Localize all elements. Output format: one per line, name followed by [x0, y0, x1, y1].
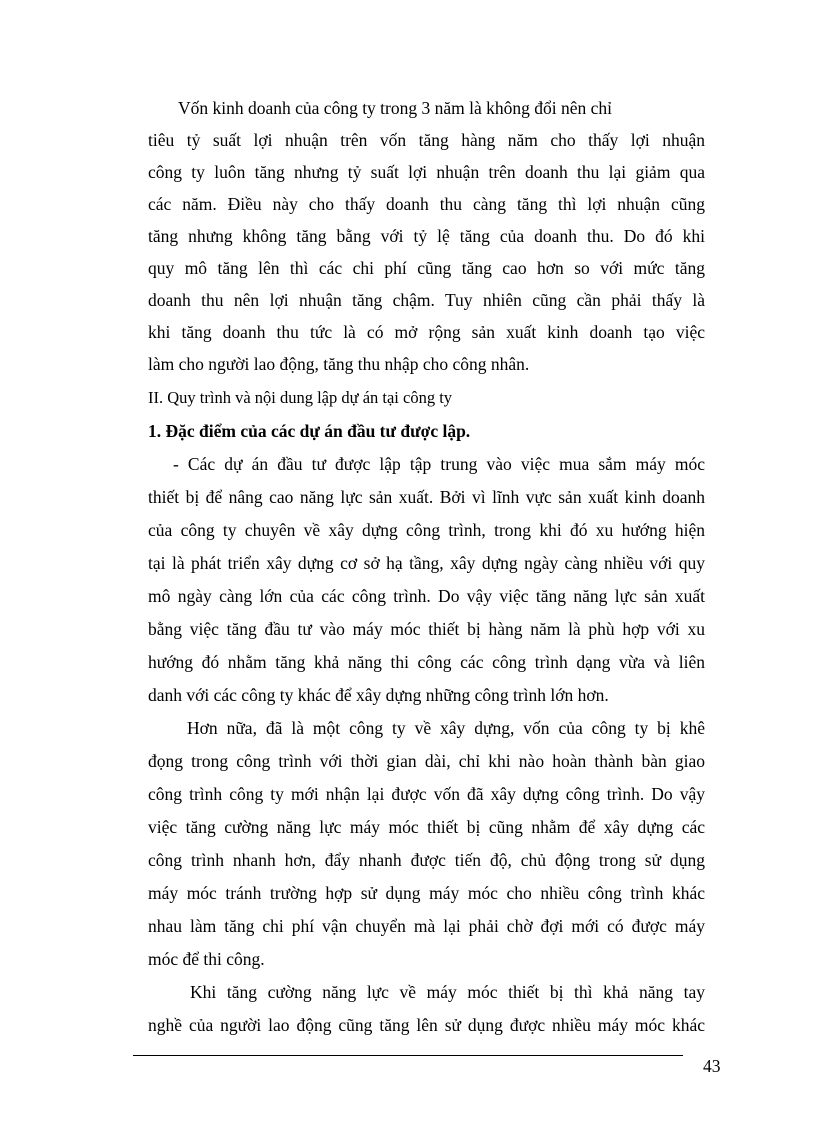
- paragraph-line: doanh thu nên lợi nhuận tăng chậm. Tuy nhiên cũng cần phải thấy là: [148, 290, 705, 310]
- footer-rule: [133, 1055, 683, 1056]
- paragraph-line: đọng trong công trình với thời gian dài, chỉ khi nào hoàn thành bàn giao: [148, 751, 705, 771]
- paragraph-line: các năm. Điều này cho thấy doanh thu càng tăng thì lợi nhuận cũng: [148, 194, 705, 214]
- paragraph-line: tiêu tỷ suất lợi nhuận trên vốn tăng hàng năm cho thấy lợi nhuận: [148, 130, 705, 150]
- paragraph-line: nghề của người lao động cũng tăng lên sử dụng được nhiều máy móc khác: [148, 1015, 705, 1035]
- paragraph-line: Hơn nữa, đã là một công ty về xây dựng, vốn của công ty bị khê: [187, 718, 705, 738]
- paragraph-line: làm cho người lao động, tăng thu nhập cho công nhân.: [148, 354, 530, 374]
- paragraph-line: móc để thi công.: [148, 949, 265, 969]
- paragraph-line: - Các dự án đầu tư được lập tập trung vào việc mua sắm máy móc: [173, 454, 705, 474]
- paragraph-line: Khi tăng cường năng lực về máy móc thiết bị thì khả năng tay: [190, 982, 705, 1002]
- paragraph-line: của công ty chuyên về xây dựng công trình, trong khi đó xu hướng hiện: [148, 520, 705, 540]
- paragraph-line: Vốn kinh doanh của công ty trong 3 năm là không đổi nên chỉ: [178, 98, 613, 118]
- paragraph-line: mô ngày càng lớn của các công trình. Do vậy việc tăng năng lực sản xuất: [148, 586, 705, 606]
- paragraph-line: công ty luôn tăng nhưng tỷ suất lợi nhuận trên doanh thu lại giảm qua: [148, 162, 705, 182]
- section-heading: II. Quy trình và nội dung lập dự án tại công ty: [148, 388, 453, 407]
- paragraph-line: công trình công ty mới nhận lại được vốn đã xây dựng công trình. Do vậy: [148, 784, 705, 804]
- paragraph-line: thiết bị để nâng cao năng lực sản xuất. Bởi vì lĩnh vực sản xuất kinh doanh: [148, 487, 705, 507]
- paragraph-line: quy mô tăng lên thì các chi phí cũng tăng cao hơn so với mức tăng: [148, 258, 705, 278]
- page-number: 43: [703, 1056, 721, 1076]
- paragraph-line: hướng đó nhằm tăng khả năng thi công các công trình dạng vừa và liên: [148, 652, 705, 672]
- paragraph-line: nhau làm tăng chi phí vận chuyển mà lại phải chờ đợi mới có được máy: [148, 916, 705, 936]
- paragraph-line: danh với các công ty khác để xây dựng những công trình lớn hơn.: [148, 685, 609, 705]
- paragraph-line: tăng nhưng không tăng bằng với tỷ lệ tăng của doanh thu. Do đó khi: [148, 226, 705, 246]
- paragraph-line: khi tăng doanh thu tức là có mở rộng sản xuất kinh doanh tạo việc: [148, 322, 705, 342]
- paragraph-line: việc tăng cường năng lực máy móc thiết bị cũng nhằm để xây dựng các: [148, 817, 705, 837]
- paragraph-line: công trình nhanh hơn, đẩy nhanh được tiến độ, chủ động trong sử dụng: [148, 850, 705, 870]
- paragraph-line: máy móc tránh trường hợp sử dụng máy móc cho nhiều công trình khác: [148, 883, 705, 903]
- paragraph-line: tại là phát triển xây dựng cơ sở hạ tầng, xây dựng ngày càng nhiều với quy: [148, 553, 705, 573]
- subsection-heading: 1. Đặc điểm của các dự án đầu tư được lập.: [148, 421, 471, 441]
- paragraph-line: bằng việc tăng đầu tư vào máy móc thiết bị hàng năm là phù hợp với xu: [148, 619, 705, 639]
